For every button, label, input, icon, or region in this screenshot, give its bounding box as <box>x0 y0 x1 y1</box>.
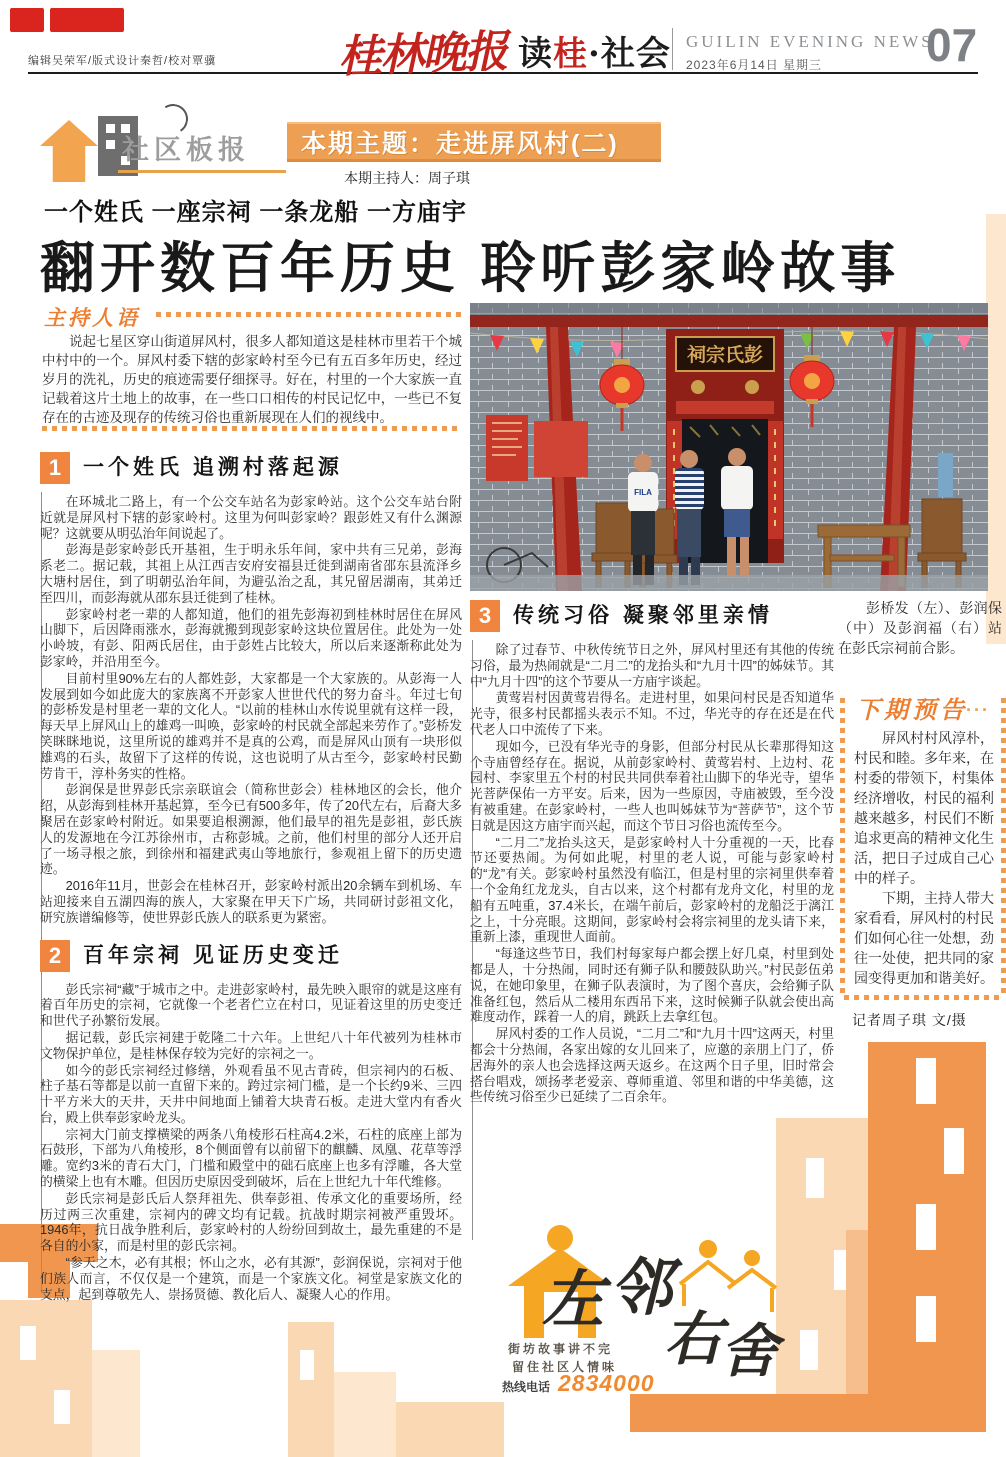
photo-caption-text: 彭桥发（左）、彭润保（中）及彭润福（右）站在彭氏宗祠前合影。 <box>838 600 1002 656</box>
reporter-byline: 记者周子琪 文/摄 <box>852 1012 967 1028</box>
next-issue-box <box>844 724 1002 996</box>
section-1-number: 1 <box>40 452 70 484</box>
section-name-read: 读 <box>518 34 553 74</box>
intro-text <box>42 332 462 427</box>
section-name <box>518 26 671 75</box>
masthead-stamp <box>10 8 44 32</box>
paragraph: “参天之木，必有其根；怀山之水，必有其源”，彭润保说，宗祠对于他们族人而言，不仅仅是一个建筑，而是一个家族文化。祠堂是家族文化的支点，起到尊敬先人、崇扬贤德、教化后人、凝聚人心的作用。 <box>40 1255 462 1302</box>
paragraph: 彭海是彭家岭彭氏开基祖，生于明永乐年间，家中共有三兄弟，彭海系老二。据记载，其祖上从江西吉安府安福县迁徙到湖南省邵东县流泽乡大塘村居住，到了明朝弘治年间，为避弘治之乱，其兄留居湖南，其弟迁至四川，而彭海就从邵东县迁徙到了桂林。 <box>40 542 462 605</box>
paragraph: 黄莺岩村因黄莺岩得名。走进村里，如果问村民是否知道华光寺，很多村民都摇头表示不知。不过，华光寺的存在还是在代代老人口中流传了下来。 <box>470 690 834 737</box>
next-issue-dots: ··· <box>966 700 990 720</box>
neighbourhood-logo <box>502 1222 782 1398</box>
building-deco <box>92 1350 140 1457</box>
intro-dotline-top <box>156 312 462 317</box>
section-3-heading <box>470 600 834 632</box>
topic-banner <box>287 122 661 162</box>
hotline-label: 热线电话 <box>502 1380 551 1394</box>
logo-char-she: 舍 <box>720 1317 779 1385</box>
issue-date: 2023年6月14日 星期三 <box>686 58 823 72</box>
plaque-text: 祠宗氏彭 <box>686 344 764 366</box>
section-name-gui: 桂 <box>553 34 588 74</box>
right-edge-strip <box>986 214 1006 644</box>
next-issue-text <box>854 728 994 988</box>
ancestral-hall-photo <box>470 303 988 591</box>
slogan-line-1: 街坊故事讲不完 <box>508 1342 614 1356</box>
paragraph: 据记载，彭氏宗祠建于乾隆二十六年。上世纪八十年代被列为桂林市文物保护单位，是桂林保存较为完好的宗祠之一。 <box>40 1029 462 1061</box>
paper-name-logo: 桂林晚报 <box>337 26 507 83</box>
box-dots-bottom <box>844 995 1002 1000</box>
editor-credits: 编辑吴荣军/版式设计秦哲/校对覃骥 <box>28 55 217 67</box>
logo-char-zuo: 左 <box>542 1263 605 1336</box>
building-deco <box>334 1372 396 1457</box>
page-number: 07 <box>926 19 978 71</box>
paragraph: “每逢这些节日，我们村每家每户都会摆上好几桌，村里到处都是人，十分热闹，同时还有狮子队和腰鼓队助兴。”村民彭伍弟说，在她印象里，在狮子队表演时，为了图个喜庆，会给狮子队准备红包，然后从二楼用东西吊下来，这时候狮子队就会使出高难度动作，踩着一人的肩，跳跃上去拿红包。 <box>470 946 834 1025</box>
main-headline: 翻开数百年历史 聆听彭家岭故事 <box>40 237 901 299</box>
paragraph: 目前村里90%左右的人都姓彭，大家都是一个大家族的。从彭海一人发展到如今如此庞大的家族离不开彭家人世世代代的努力奋斗。年过七旬的彭桥发是村里老一辈的文化人。“以前的桂林山水传说里就有这样一段，每天早上屏风山上的雄鸡一叫唤，彭家岭的村民就全部起来劳作了。”彭桥发笑眯眯地说，这里所说的雄鸡并不是真的公鸡，而是屏风山顶有一块形似雄鸡的石头，故留下了这样的传说，这也说明了从古至今，彭家岭村民勤劳肯干，淳朴务实的性格。 <box>40 670 462 781</box>
box-dots-left <box>840 698 845 996</box>
section-3-title: 传统习俗 凝聚邻里亲情 <box>513 604 773 628</box>
right-column <box>470 594 834 1106</box>
section-1-heading <box>40 452 462 484</box>
brand-text: FILA <box>634 488 652 497</box>
paragraph: 彭润保是世界彭氏宗亲联谊会（简称世彭会）桂林地区的会长，他介绍，从彭海到桂林开基起算，至今已有500多年，传了20代左右，后裔大多聚居在彭家岭村附近。如果要追根溯源，他们最早的祖先是彭祖，彭氏族人的发源地在今江苏徐州市，古称彭城。之前，他们村里的部分人还开启了一场寻根之旅，到徐州和福建武夷山等地旅行，参观祖上留下的历史遗迹。 <box>40 782 462 877</box>
section-2-title: 百年宗祠 见证历史变迁 <box>83 943 343 967</box>
paragraph: 2016年11月，世彭会在桂林召开，彭家岭村派出20余辆车到机场、车站迎接来自五湖四海的族人，大家聚在甲天下广场，共同研讨彭祖文化，研究族谱编修等，使世界彭氏族人的联系更为紧密。 <box>40 878 462 925</box>
header-divider <box>672 28 673 70</box>
building-deco <box>868 1042 986 1394</box>
box-dots-right <box>1001 698 1006 996</box>
preview-paragraph: 屏风村村风淳朴，村民和睦。多年来，在村委的带领下，村集体经济增收，村民的福利越来越多，村民们不断追求更高的精神文化生活，把日子过成自己心中的样子。 <box>854 730 994 886</box>
photo-caption <box>838 598 1002 658</box>
paragraph: 在环城北二路上，有一个公交车站名为彭家岭站。这个公交车站台附近就是屏风村下辖的彭家岭村。这里为何叫彭家岭？跟彭姓又有什么渊源呢？这就要从明弘治年间说起了。 <box>40 494 462 541</box>
intro-title: 主持人语 <box>44 307 140 330</box>
section-1-title: 一个姓氏 追溯村落起源 <box>83 456 343 480</box>
building-deco-bar <box>630 1394 986 1432</box>
arrow-house-icon <box>40 120 98 182</box>
section-name-society: ·社会 <box>588 34 671 74</box>
english-name: GUILIN EVENING NEWS <box>686 32 934 51</box>
section-2-heading <box>40 940 462 972</box>
preview-paragraph: 下期，主持人带大家看看，屏风村的村民们如何心往一处想，劲往一处使，把共同的家园变得更加和谐美好。 <box>854 890 994 986</box>
host-line: 本期主持人：周子琪 <box>344 170 470 186</box>
section-2-number: 2 <box>40 940 70 972</box>
intro-paragraph: 说起七星区穿山街道屏风村，很多人都知道这是桂林市里若干个城中村中的一个。屏风村委下辖的彭家岭村至今已有五百多年历史，经过岁月的洗礼，历史的痕迹需要仔细探寻。好在，村里的一个大家族一直记载着这片土地上的故事，在一些口口相传的村民记忆中，一些已不复存在的古迹及现存的传统习俗也重新展现在人们的视线中。 <box>42 334 462 425</box>
section-3-number: 3 <box>470 600 500 632</box>
paragraph: 彭氏宗祠“藏”于城市之中。走进彭家岭村，最先映入眼帘的就是这座有着百年历史的宗祠，它就像一个老者伫立在村口，见证着这里的历史变迁和世代子孙繁衍发展。 <box>40 981 462 1029</box>
paragraph: 彭家岭村老一辈的人都知道，他们的祖先彭海初到桂林时居住在屏风山脚下，后因降雨涨水，彭海就搬到现彭家岭这块位置居住。此处为一处小岭坡，有彭、阳两氏居住，由于彭姓占比较大，所以后来逐渐称此处为彭家岭，并沿用至今。 <box>40 606 462 669</box>
board-underline <box>118 170 286 173</box>
paragraph: 屏风村委的工作人员说，“二月二”和“九月十四”这两天，村里都会十分热闹，各家出嫁的女儿回来了，应邀的亲朋上门了，侨居海外的亲人也会选择这两天返乡。在这两个日子里，旧时常会搭台唱戏，颂扬孝老爱亲、尊师重道、邻里和谐的中华美德，这些传统习俗至少已延续了二百余年。 <box>470 1026 834 1105</box>
building-deco <box>0 1300 92 1457</box>
building-deco <box>288 1322 334 1457</box>
paragraph: “二月二”龙抬头这天，是彭家岭村人十分重视的一天，比春节还要热闹。为何如此呢，村里的老人说，可能与彭家岭村的“龙”有关。彭家岭村虽然没有临江，但是村里的宗祠里供奉着一个金角红龙龙头，自古以来，这个村都有龙舟文化，村里的龙船有五吨重，37.4米长，在端午前后，彭家岭村的龙船泛于漓江之上，十分亮眼。这期间，彭家岭村会将宗祠里的龙头请下来，重新上漆，重现世人面前。 <box>470 834 834 945</box>
paragraph: 彭氏宗祠是彭氏后人祭拜祖先、供奉彭祖、传承文化的重要场所，经历过两三次重建，宗祠内的碑文均有记载。抗战时期宗祠被严重毁坏。1946年，抗日战争胜利后，彭家岭村的人纷纷回到故土，最先重建的不是各自的小家，而是村里的彭氏宗祠。 <box>40 1190 462 1254</box>
topic-banner-text: 本期主题：走进屏风村(二) <box>301 130 619 158</box>
logo-char-lin: 邻 <box>610 1251 673 1324</box>
hotline-number: 2834000 <box>558 1370 655 1396</box>
community-board-title: 社区板报 <box>122 135 250 165</box>
logo-char-you: 右 <box>664 1305 723 1373</box>
masthead-stamp <box>50 8 124 32</box>
paragraph: 现如今，已没有华光寺的身影，但部分村民从长辈那得知这个寺庙曾经存在。据说，从前彭家岭村、黄莺岩村、上边村、花园村、李家里五个村的村民共同供奉着社山脚下的华光寺，望华光菩萨保佑一方平安。后来，因为一些原因，寺庙被毁，至今没有被重建。在彭家岭村，一些人也叫姊妹节为“菩萨节”，这个节日就是因这方庙宇而兴起，而这个节日习俗也流传至今。 <box>470 738 834 833</box>
paragraph: 如今的彭氏宗祠经过修缮，外观看虽不见古青砖，但宗祠内的石板、柱子基石等都是以前一直留下来的。跨过宗祠门槛，是一个长约9米、三四十平方米大的天井，天井中间地面上铺着大块青石板。走进大堂内有香火台，殿上供奉彭家岭龙头。 <box>40 1062 462 1125</box>
paragraph: 宗祠大门前支撑横梁的两条八角棱形石柱高4.2米，石柱的底座上部为石鼓形，下部为八角棱形，8个侧面曾有以前留下的麒麟、凤凰、花草等浮雕。宽约3米的青石大门，门槛和殿堂中的础石底座上也多有浮雕，各大堂的横梁上也有木雕。但因历史原因受到破坏，后在上世纪九十年代维修。 <box>40 1126 462 1190</box>
left-column <box>40 446 462 1303</box>
kicker: 一个姓氏 一座宗祠 一条龙船 一方庙宇 <box>44 199 468 226</box>
slogan-line-2: 留住社区人情味 <box>512 1360 618 1374</box>
intro-dotline-bottom <box>42 426 462 431</box>
building-deco <box>396 1402 504 1457</box>
next-issue-title: 下期预告 <box>856 697 968 724</box>
paragraph: 除了过春节、中秋传统节日之外，屏风村里还有其他的传统习俗，最为热闹就是“二月二”的龙抬头和“九月十四”的姊妹节。其中“九月十四”的这个节要从一方庙宇谈起。 <box>470 642 834 689</box>
